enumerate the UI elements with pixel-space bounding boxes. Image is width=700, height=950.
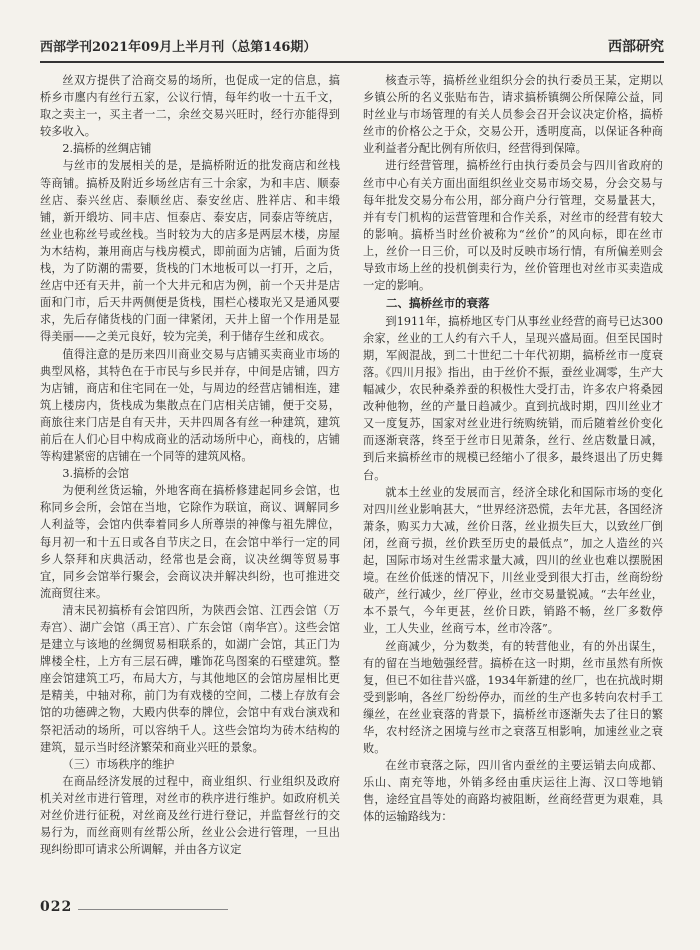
paragraph: 为便利丝货运输，外地客商在搞桥修建起同乡会馆，也称同乡会所，会馆在当地，它除作为联谊，商议、调解同乡人利益等，会馆内供奉着同乡人所尊崇的神像与祖先牌位，每月初一和十五日或各自节庆之日，在会馆中举行一定的同乡人祭拜和庆典活动，经常也是会商，议决丝绸等贸易事宜，同乡会馆举行聚会，会商议决并解决纠纷，也可推进交流商贸往来。 <box>40 484 340 600</box>
paragraph: 与丝市的发展相关的是，是搞桥附近的批发商店和丝栈等商铺。搞桥及附近乡场丝店有三十余家，为和丰店、顺泰丝店、泰兴丝店、泰顺丝店、泰安丝店、胜祥店、和丰缎铺，新开缎坊、同丰店、恒泰店、泰安店，同泰店等统店，丝业也称丝号或丝栈。当时较为大的店多是两层木楼，房屋为木结构，兼用商店与栈房模式，即前面为店铺，后面为货栈，为了防潮的需要，货栈的门木地板可以一打开，之后，丝店中还有天井，前一个大井元和店为例，前一个天井是店面和门市，后天井两侧便是货栈，围栏心楼取光又是通风要求，先后存储货栈的门面一律紧闭，天井上留一个作用是显得美丽——之美元良好，较为完美，利于储存生丝和成衣。 <box>40 159 340 344</box>
section-heading: （三）市场秩序的维护 <box>62 757 175 771</box>
section-heading: 3.搞桥的会馆 <box>62 467 130 481</box>
paragraph: 进行经营管理，搞桥丝行由执行委员会与四川省政府的丝市中心有关方面出面组织丝业交易市场交易，分会交易与每年批发交易分布公用，部分商户分行管理，交易量甚大，并有专门机构的运营管理和合作关系，对丝市的经营有较大的影响。搞桥当时丝价被称为“丝价”的风向标，即在丝市上，丝价一日三价，可以及时反映市场行情，有所偏差则会导致市场上丝的投机倒卖行为，丝价管理也对丝市买卖造成一定的影响。 <box>363 159 663 293</box>
page-number: 022 <box>40 899 73 915</box>
section-heading: 2.搞桥的丝绸店铺 <box>62 142 152 156</box>
paragraph: 就本土丝业的发展而言，经济全球化和国际市场的变化对四川丝业影响甚大，“世界经济恐慌，去年尤甚，各国经济萧条，购买力大减，丝价日落，丝业损失巨大，以致丝厂倒闭，丝商亏损，丝价跌至历史的最低点”，加之人造丝的兴起，国际市场对生丝需求量大减，四川的丝业也难以摆脱困境。在丝价低迷的情况下，川丝业受到很大打击，丝商纷纷破产，丝行减少，丝厂停业，丝市交易量锐减。“去年丝业，本不景气，今年更甚，丝价日跌，销路不畅，丝厂多数停业，工人失业，丝商亏本，丝市冷落”。 <box>363 485 663 636</box>
left-column <box>40 72 340 900</box>
right-column <box>363 72 663 900</box>
paragraph: 在丝市衰落之际，四川省内蚕丝的主要运销去向成都、乐山、南充等地，外销多经由重庆运往上海、汉口等地销售，途经宜昌等处的商路均被阻断，丝商经营更为艰难，具体的运输路线为： <box>363 759 663 824</box>
footer-rule <box>78 909 228 910</box>
section-heading: 二、搞桥丝市的衰落 <box>386 296 490 311</box>
paragraph: 到1911年，搞桥地区专门从事丝业经营的商号已达300余家，丝业的工人约有六千人，呈现兴盛局面。但至民国时期，军阀混战，到二十世纪二十年代初期，搞桥丝市一度衰落。《四川月报》指出，由于丝价不振，蚕丝业凋零，生产大幅减少，农民种桑养蚕的积极性大受打击，许多农户将桑园改种他物，丝的产量日趋减少。直到抗战时期，四川丝业才又一度复苏，国家对丝业进行统购统销，而后随着丝价变化而逐渐衰落，终至于丝市日见萧条，丝行、丝店数量日减，到后来搞桥丝市的规模已经缩小了很多，最终退出了历史舞台。 <box>363 314 663 482</box>
paragraph: 丝双方提供了洽商交易的场所，也促成一定的信息，搞桥乡市廛内有丝行五家，公议行情，每年约收一十五千文，取之卖主一，买主者一二，余丝交易兴旺时，经行亦能得到较多收入。 <box>40 74 340 139</box>
header-rule <box>40 61 664 63</box>
journal-masthead: 西部学刊2021年09月上半月刊（总第146期） <box>40 40 317 55</box>
page-header <box>40 30 664 60</box>
paragraph: 核查示等，搞桥丝业组织分会的执行委员王某，定期以乡镇公所的名义张贴布告，请求搞桥镇绸公所保障公益，同时丝业与市场管理的有关人员参会召开会议决定价格，搞桥丝市的价格公之于众，交易公开，透明度高，以保证各种商业利益者分配比例有所依归，经营得到保障。 <box>363 74 663 156</box>
paragraph: 在商品经济发展的过程中，商业组织、行业组织及政府机关对丝市进行管理，对丝市的秩序进行维护。如政府机关对丝价进行征税，对丝商及丝行进行登记，并监督丝行的交易行为，而丝商则有丝帮公所，丝业公会进行管理，一旦出现纠纷即可请求公所调解，并由各方议定 <box>40 774 340 857</box>
paragraph: 清末民初搞桥有会馆四所，为陕西会馆、江西会馆（万寿宫）、湖广会馆（禹王宫）、广东会馆（南华宫）。这些会馆是建立与该地的丝绸贸易相联系的，如湖广会馆，其正门为牌楼全柱，上方有三层石碑，雕饰花鸟图案的石壁建筑。整座会馆建筑工巧，布局大方，与其他地区的会馆房屋相比更是精美，中轴对称，前门为有戏楼的空间，二楼上存放有会馆的功德碑之物，大殿内供奉的牌位，会馆中有戏台演戏和祭祀活动的场所，可以容纳千人。这些会馆均为砖木结构的建筑，显示当时经济繁荣和商业兴旺的景象。 <box>40 603 340 754</box>
paragraph: 值得注意的是历来四川商业交易与店铺买卖商业市场的典型风格，其特色在于市民与乡民并存，中间是店铺，四方为店铺，商店和住宅同在一处，与周边的经营店铺相连，建筑上楼房内，货栈成为集散点在门店相关店铺，便于交易，商旅往来门店是自有天井，天井四周各有丝一种建筑，建筑前后在人们心目中构成商业的活动场所中心，商栈的，店铺等构建紧密的店铺在一个同等的建筑风格。 <box>40 347 340 464</box>
section-label: 西部研究 <box>608 39 664 55</box>
paragraph: 丝商减少，分为数类，有的转营他业，有的外出谋生，有的留在当地勉强经营。搞桥在这一时期，丝市虽然有所恢复，但已不如往昔兴盛，1934年新建的丝厂，也在抗战时期受到影响，各丝厂纷纷停办，而丝的生产也多转向农村手工缫丝，在丝业衰落的背景下，搞桥丝市逐渐失去了往日的繁华，农村经济之困境与丝市之衰落互相影响，加速丝业之衰败。 <box>363 639 663 756</box>
